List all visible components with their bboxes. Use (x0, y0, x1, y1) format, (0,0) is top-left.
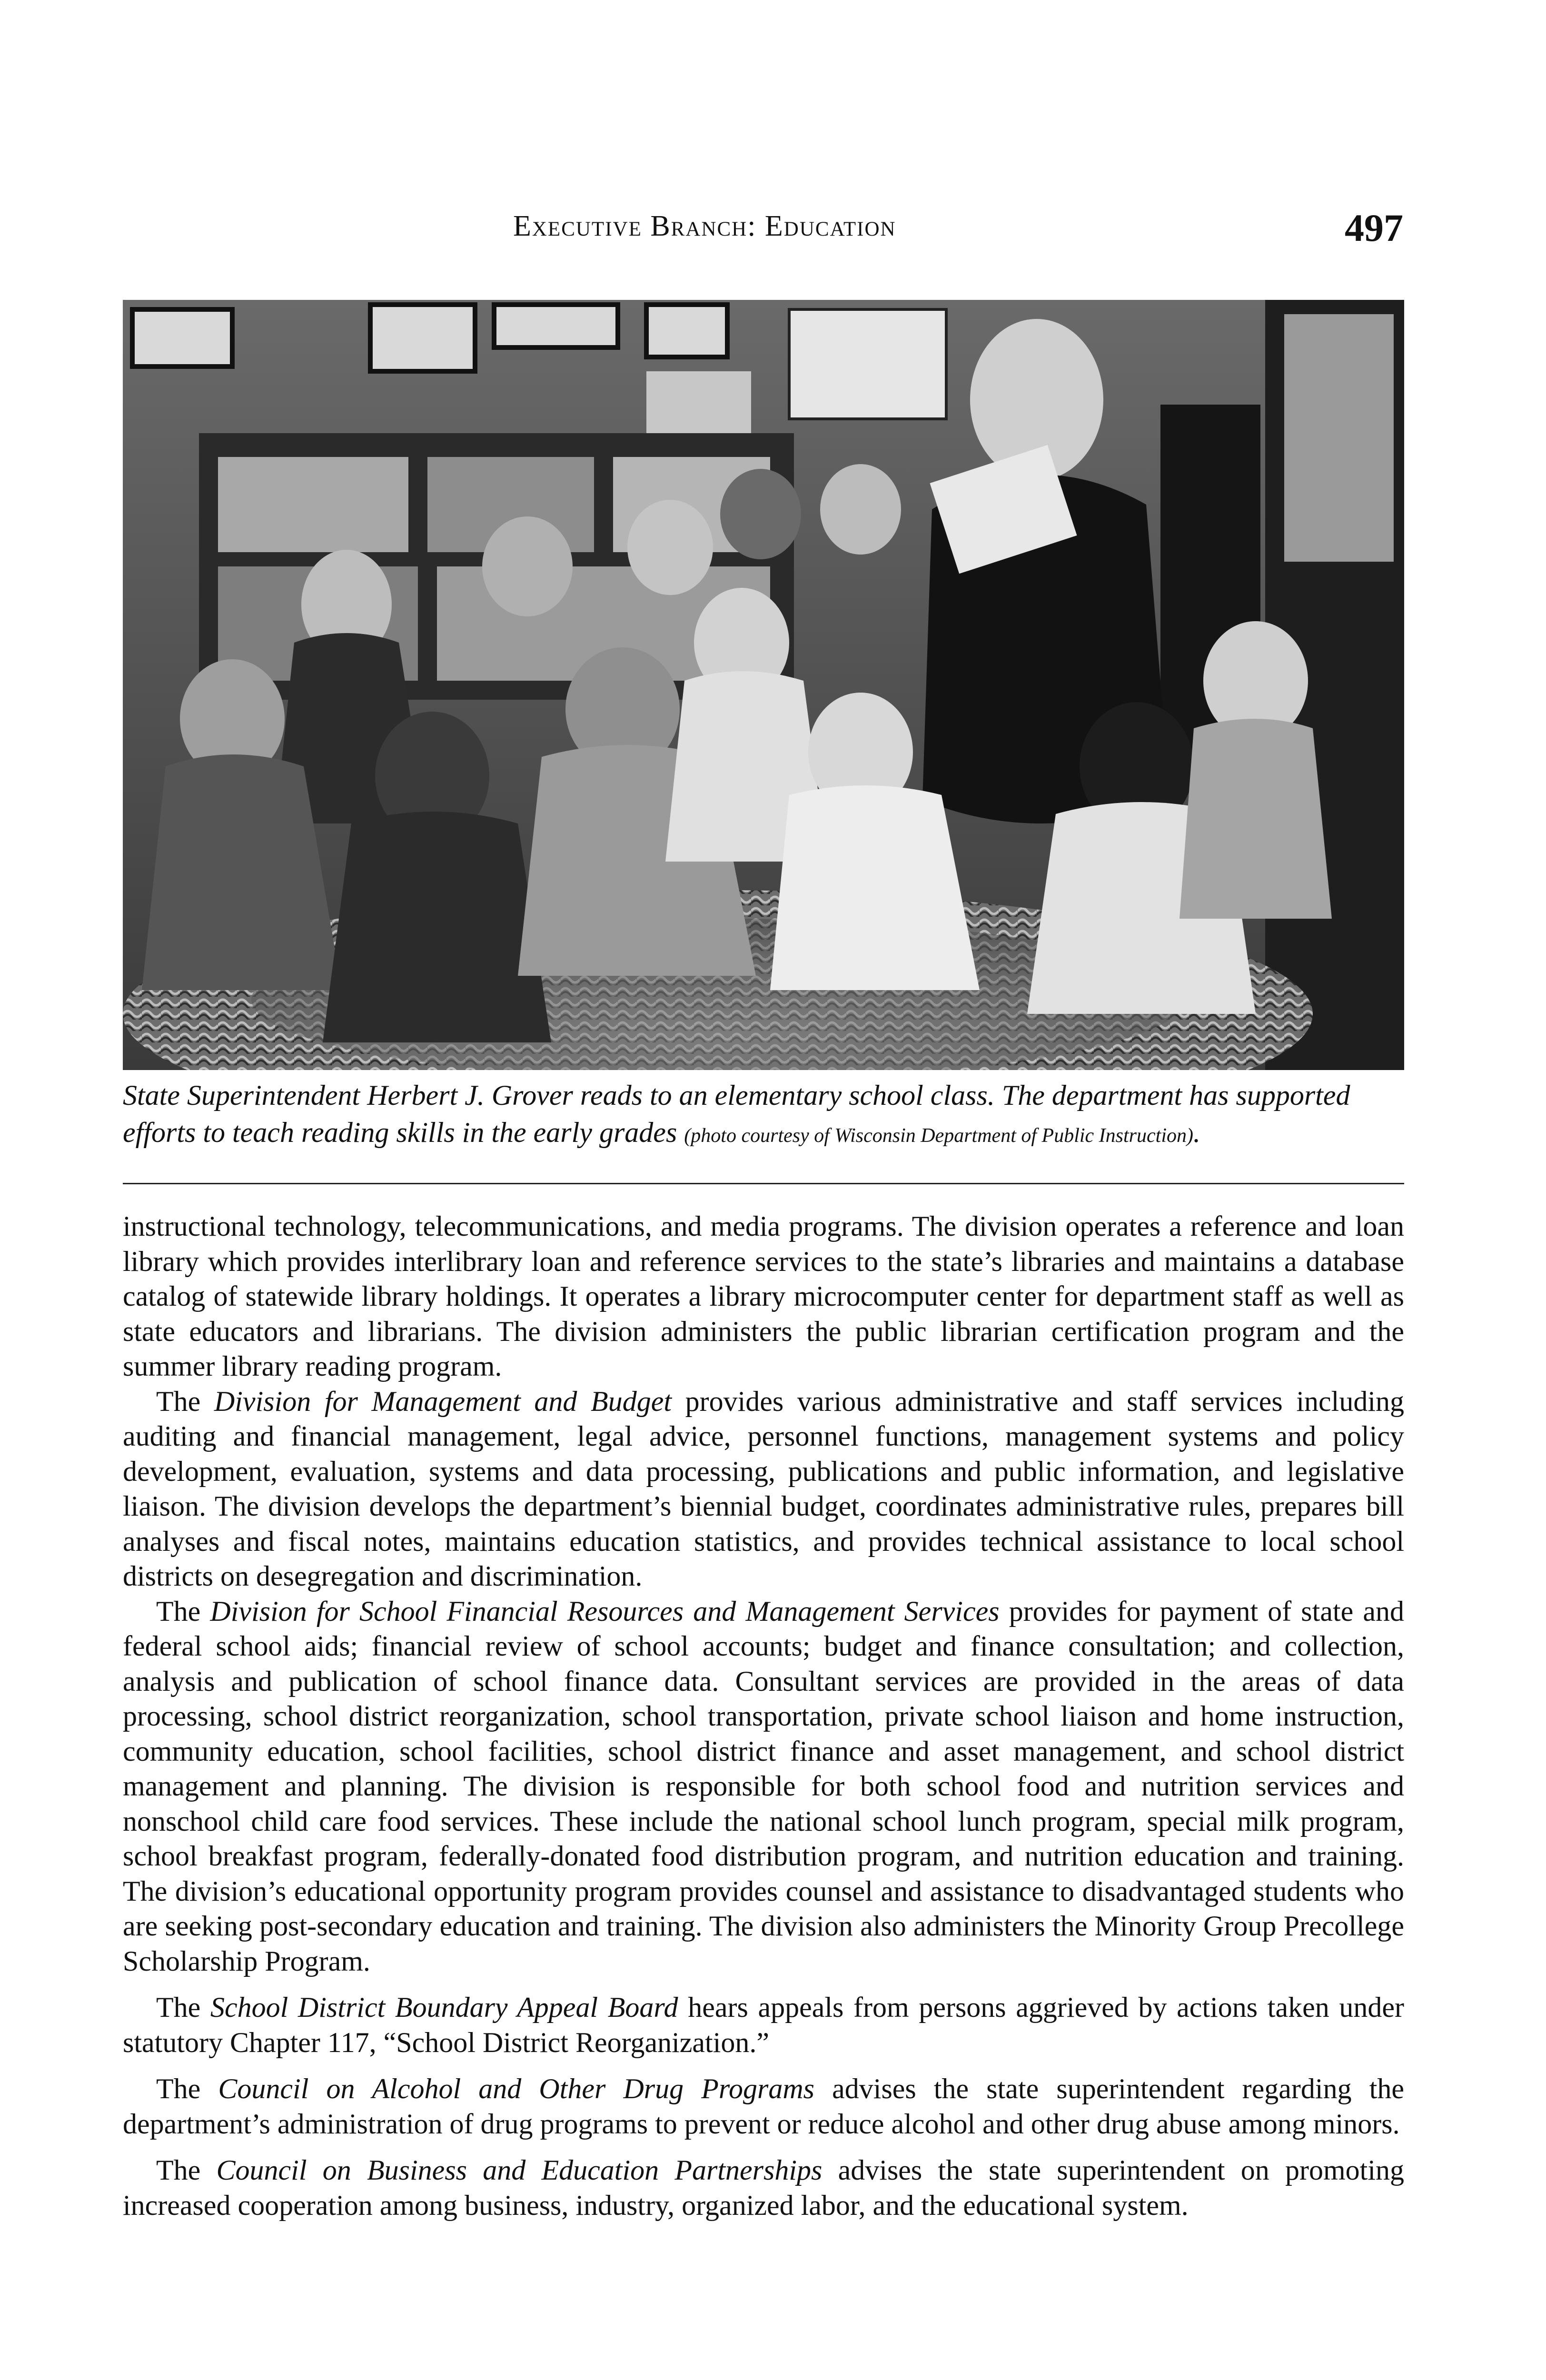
p4-board-name: School District Boundary Appeal Board (210, 1992, 678, 2023)
caption-end: . (1193, 1117, 1200, 1148)
p6-council-name: Council on Business and Education Partnerships (216, 2154, 823, 2186)
p5-lead: The (156, 2073, 218, 2104)
page-number: 497 (1345, 206, 1403, 249)
p3-text: provides for payment of state and federal school aids; financial review of school accounts; budget and finance consultation; and collection, analysis and publication of school finance data. Consultant services are provided in the areas of data processing, school district reorganization, school transportation, private school liaison and home instruction, community education, school facilities, school district finance and asset management, and school district management and planning. The division is responsible for both school food and nutrition services and nonschool child care food services. These include the national school lunch program, special milk program, school breakfast program, federally-donated food distribution program, and nutrition education and training. The division’s educational opportunity program provides counsel and assistance to disadvantaged students who are seeking post-secondary education and training. The division also administers the Minority Group Precollege Scholarship Program. (123, 1595, 1404, 1977)
paragraph-business-council (123, 2153, 1404, 2223)
p6-lead: The (156, 2154, 217, 2186)
p2-division-name: Division for Management and Budget (214, 1385, 672, 1417)
paragraph-management-budget (123, 1384, 1404, 1594)
p2-text: provides various administrative and staff services including auditing and financial management, legal advice, personnel functions, management systems and policy development, evaluation, systems and data processing, publications and public information, and legislative liaison. The division develops the department’s biennial budget, coordinates administrative rules, prepares bill analyses and fiscal notes, maintains education statistics, and provides technical assistance to local school districts on desegregation and discrimination. (123, 1385, 1404, 1592)
photo-illustration (123, 300, 1404, 1070)
paragraph-boundary-board (123, 1990, 1404, 2060)
caption-text: State Superintendent Herbert J. Grover reads to an elementary school class. The department has supported efforts to teach reading skills in the early grades (123, 1080, 1350, 1148)
paragraph-drug-council (123, 2072, 1404, 2142)
section-title: Executive Branch: Education (513, 210, 896, 242)
p3-division-name: Division for School Financial Resources and Management Services (210, 1595, 1000, 1627)
paragraph-library: instructional technology, telecommunications, and media programs. The division operates a reference and loan library which provides interlibrary loan and reference services to the state’s libraries and maintains a database catalog of statewide library holdings. It operates a library microcomputer center for department staff as well as state educators and librarians. The division administers the public librarian certification program and the summer library reading program. (123, 1210, 1404, 1382)
p4-lead: The (156, 1992, 210, 2023)
caption-credit: (photo courtesy of Wisconsin Department of Public Instruction) (684, 1125, 1193, 1147)
p6-text: advises the state superintendent on promoting increased cooperation among business, industry, organized labor, and the educational system. (123, 2154, 1404, 2221)
p2-lead: The (156, 1385, 214, 1417)
classroom-photo (123, 300, 1404, 1070)
caption-divider (123, 1183, 1404, 1184)
running-header (123, 206, 1403, 252)
p4-text: hears appeals from persons aggrieved by actions taken under statutory Chapter 117, “School District Reorganization.” (123, 1992, 1405, 2058)
p5-text: advises the state superintendent regarding the department’s administration of drug programs to prevent or reduce alcohol and other drug abuse among minors. (123, 2073, 1404, 2140)
photo-caption (123, 1077, 1404, 1154)
p5-council-name: Council on Alcohol and Other Drug Programs (218, 2073, 815, 2104)
paragraph-financial-resources (123, 1594, 1404, 1979)
body-text (123, 1209, 1404, 2223)
p3-lead: The (156, 1595, 210, 1627)
